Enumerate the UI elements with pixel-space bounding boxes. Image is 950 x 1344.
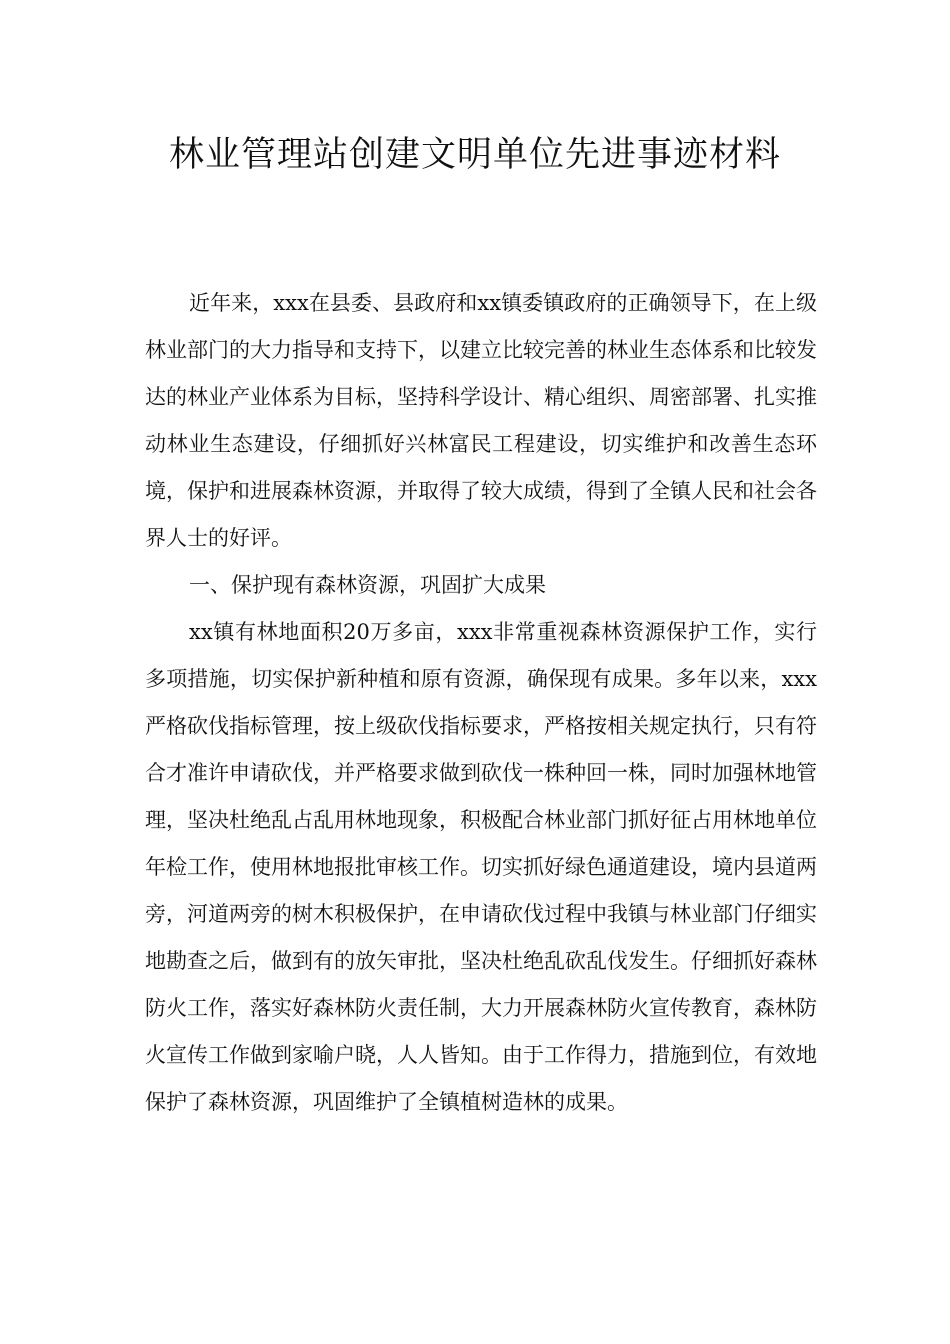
section-heading-1: 一、保护现有森林资源，巩固扩大成果 xyxy=(189,573,546,597)
document-title: 林业管理站创建文明单位先进事迹材料 xyxy=(168,135,781,175)
document-body xyxy=(145,280,817,1126)
paragraph-intro: 近年来，xxx在县委、县政府和xx镇委镇政府的正确领导下，在上级林业部门的大力指导和支持下，以建立比较完善的林业生态体系和比较发达的林业产业体系为目标，坚持科学设计、精心组织、周密部署、扎实推动林业生态建设，仔细抓好兴林富民工程建设，切实维护和改善生态环境，保护和进展森林资源，并取得了较大成绩，得到了全镇人民和社会各界人士的好评。 xyxy=(145,291,817,550)
paragraph-section-1: xx镇有林地面积20万多亩，xxx非常重视森林资源保护工作，实行多项措施，切实保护新种植和原有资源，确保现有成果。多年以来，xxx严格砍伐指标管理，按上级砍伐指标要求，严格按相关规定执行，只有符合才准许申请砍伐，并严格要求做到砍伐一株种回一株，同时加强林地管理，坚决杜绝乱占乱用林地现象，积极配合林业部门抓好征占用林地单位年检工作，使用林地报批审核工作。切实抓好绿色通道建设，境内县道两旁，河道两旁的树木积极保护，在申请砍伐过程中我镇与林业部门仔细实地勘查之后，做到有的放矢审批，坚决杜绝乱砍乱伐发生。仔细抓好森林防火工作，落实好森林防火责任制，大力开展森林防火宣传教育，森林防火宣传工作做到家喻户晓，人人皆知。由于工作得力，措施到位，有效地保护了森林资源，巩固维护了全镇植树造林的成果。 xyxy=(145,620,817,1114)
